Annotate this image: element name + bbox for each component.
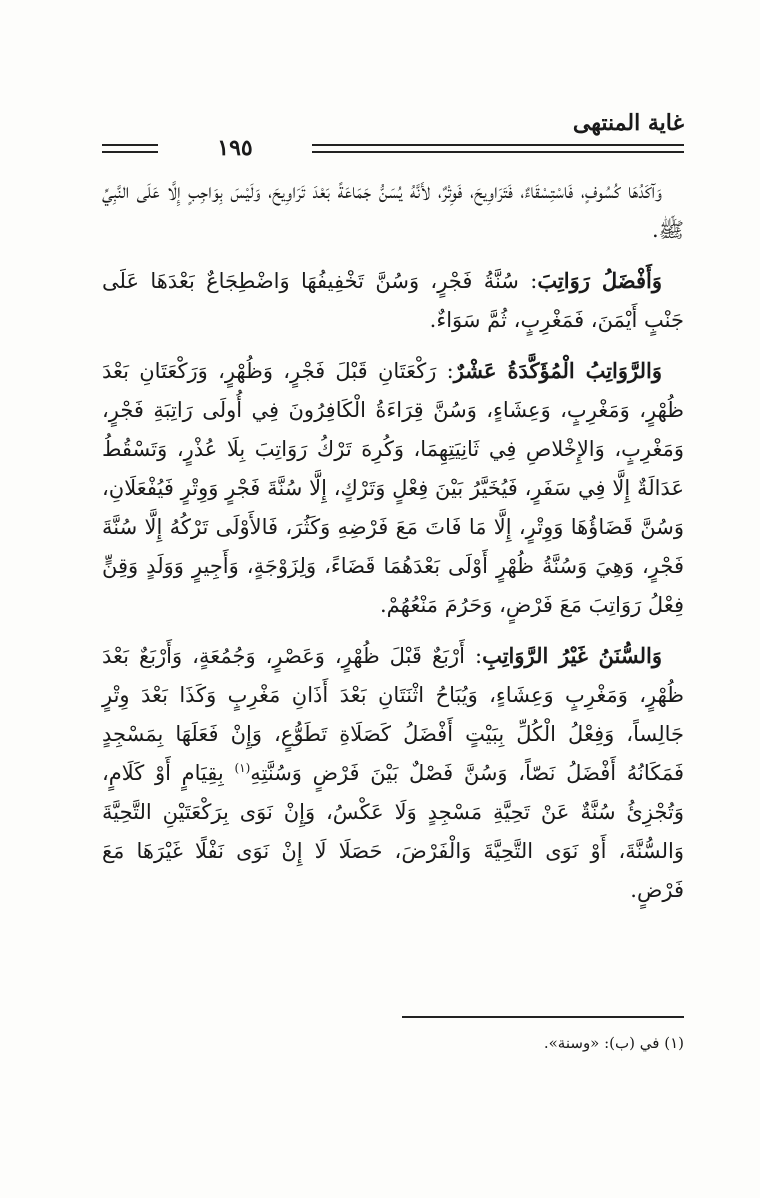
- running-title: غاية المنتهى: [572, 110, 684, 136]
- header-double-rule-left: [102, 144, 158, 153]
- footnote: (١) في (ب): «وسنة».: [543, 1034, 684, 1052]
- paragraph-text: بِقِيَامٍ أَوْ كَلَامٍ، وَتُجْزِئُ سُنَّةٌ عَنْ تَحِيَّةِ مَسْجِدٍ وَلَا عَكْسُ، وَإِنْ نَوَى بِرَكْعَتَيْنِ التَّحِيَّةَ وَالسُّنَّةَ، أَوْ نَوَى التَّحِيَّةَ وَالْفَرْضَ، حَصَلَا لَا إِنْ نَوَى نَفْلًا غَيْرَهَا مَعَ فَرْضٍ.: [102, 761, 684, 902]
- main-text: [102, 172, 684, 921]
- paragraph-text: : رَكْعَتَانِ قَبْلَ فَجْرٍ، وَظُهْرٍ، وَرَكْعَتَانِ بَعْدَ ظُهْرٍ، وَمَغْرِبٍ، وَعِشَاءٍ، وَسُنَّ قِرَاءَةُ الْكَافِرُونَ فِي أُولَى رَاتِبَةِ فَجْرٍ، وَمَغْرِبٍ، وَالإِخْلاصِ فِي ثَانِيَتِهِمَا، وَكُرِهَ تَرْكُ رَوَاتِبَ بِلَا عُذْرٍ، وَتَسْقُطُ عَدَالَةٌ إِلَّا فِي سَفَرٍ، فَيُخَيَّرُ بَيْنَ فِعْلٍ وَتَرْكٍ، إِلَّا سُنَّةَ فَجْرٍ وَوِتْرٍ فَيُفْعَلَانِ، وَسُنَّ قَضَاؤُهَا وَوِتْرٍ، إِلَّا مَا فَاتَ مَعَ فَرْضِهِ وَكَثُرَ، فَالأَوْلَى تَرْكُهُ إِلَّا سُنَّةَ فَجْرٍ، وَهِيَ وَسُنَّةُ ظُهْرٍ أَوْلَى بَعْدَهُمَا قَضَاءً، وَلِزَوْجَةٍ، وَأَجِيرٍ وَوَلَدٍ وَقِنٍّ فِعْلُ رَوَاتِبَ مَعَ فَرْضٍ، وَحَرُمَ مَنْعُهُمْ.: [102, 359, 684, 617]
- footnote-separator: [402, 1016, 684, 1018]
- page-number: ١٩٥: [217, 135, 253, 161]
- bold-term: وَالسُّنَنُ غَيْرُ الرَّوَاتِبِ: [482, 643, 662, 668]
- paragraph-3: [102, 351, 684, 625]
- header-double-rule-right: [312, 144, 684, 153]
- bold-term: وَأَفْضَلُ رَوَاتِبَ: [537, 268, 662, 293]
- footnote-marker: (١): [234, 761, 251, 775]
- page-header: [102, 108, 684, 162]
- paragraph-1: [102, 172, 684, 250]
- paragraph-text: : سُنَّةُ فَجْرٍ، وَسُنَّ تَخْفِيفُهَا وَاضْطِجَاعٌ بَعْدَهَا عَلَى جَنْبٍ أَيْمَنَ، فَمَغْرِبٍ، ثُمَّ سَوَاءٌ.: [102, 269, 684, 332]
- paragraph-text: وَآكَدُهَا كُسُوفٍ، فَاسْتِسْقَاءٌ، فَتَرَاوِيحَ، فَوِتْرٌ، لأَنَّهُ يُسَنُّ جَمَاعَةً بَعْدَ تَرَاوِيحَ، وَلَيْسَ بِوَاجِبٍ إِلَّا عَلَى النَّبِيِّ ﷺ.: [102, 179, 684, 242]
- paragraph-4: [102, 636, 684, 910]
- paragraph-text: : أَرْبَعٌ قَبْلَ ظُهْرٍ، وَعَصْرٍ، وَجُمُعَةٍ، وَأَرْبَعٌ بَعْدَ ظُهْرٍ، وَمَغْرِبٍ وَعِشَاءٍ، وَيُبَاحُ اثْنَتَانِ بَعْدَ أَذَانِ مَغْرِبٍ وَكَذَا بَعْدَ وِتْرٍ جَالِساً، وَفِعْلُ الْكُلِّ بِبَيْتٍ أَفْضَلُ كَصَلَاةِ تَطَوُّعٍ، وَإِنْ فَعَلَهَا بِمَسْجِدٍ فَمَكَانُهُ أَفْضَلُ نَصّاً، وَسُنَّ فَصْلٌ بَيْنَ فَرْضٍ وَسُنَّتِهِ: [102, 644, 685, 785]
- bold-term: وَالرَّوَاتِبُ الْمُؤَكَّدَةُ عَشْرٌ: [453, 358, 662, 383]
- paragraph-2: [102, 261, 684, 340]
